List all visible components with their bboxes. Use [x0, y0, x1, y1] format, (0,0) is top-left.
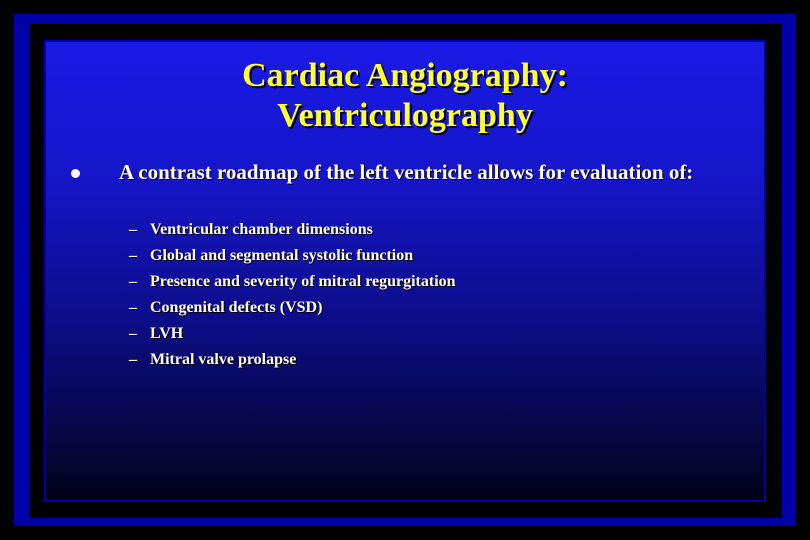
- title-line-1: Cardiac Angiography:: [242, 57, 568, 94]
- main-bullet-text: A contrast roadmap of the left ventricle allows for evaluation of:: [119, 160, 694, 184]
- title-line-2: Ventriculography: [277, 97, 533, 134]
- sub-bullet-label: Presence and severity of mitral regurgitation: [150, 273, 456, 290]
- bullet-dot-icon: [71, 169, 80, 178]
- sub-bullet-label: Ventricular chamber dimensions: [150, 221, 373, 238]
- dash-icon: –: [129, 273, 137, 290]
- dash-icon: –: [129, 351, 137, 368]
- dash-icon: –: [129, 325, 137, 342]
- sub-bullet-item: [129, 220, 729, 246]
- slide: [44, 40, 766, 502]
- sub-bullet-item: [129, 350, 729, 376]
- sub-bullet-label: LVH: [150, 325, 184, 342]
- dash-icon: –: [129, 299, 137, 316]
- slide-title: [46, 56, 764, 136]
- sub-bullet-list: [129, 220, 729, 376]
- sub-bullet-label: Global and segmental systolic function: [150, 247, 414, 264]
- dash-icon: –: [129, 221, 137, 238]
- main-bullet: [71, 160, 751, 185]
- sub-bullet-label: Congenital defects (VSD): [150, 299, 323, 316]
- dash-icon: –: [129, 247, 137, 264]
- sub-bullet-item: [129, 272, 729, 298]
- sub-bullet-item: [129, 298, 729, 324]
- sub-bullet-label: Mitral valve prolapse: [150, 351, 297, 368]
- sub-bullet-item: [129, 246, 729, 272]
- sub-bullet-item: [129, 324, 729, 350]
